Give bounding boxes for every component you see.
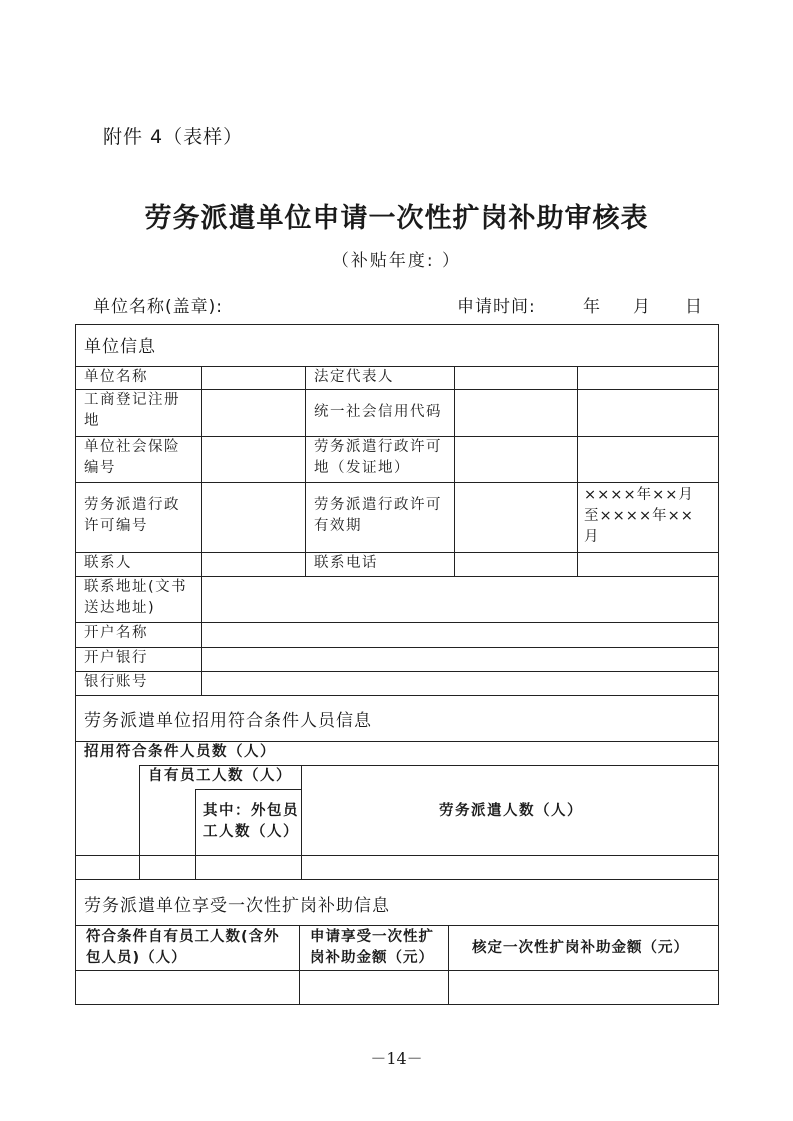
contact-phone-label: 联系电话	[314, 555, 378, 571]
social-security-label	[84, 437, 180, 479]
page-number: －14－	[370, 1049, 423, 1068]
section-subsidy-title: 劳务派遣单位享受一次性扩岗补助信息	[84, 896, 390, 916]
credit-code-label: 统一社会信用代码	[314, 404, 442, 420]
subsidy-year-line: （补贴年度: ）	[331, 251, 462, 271]
eligible-staff-line-2: 包人员)（人）	[86, 950, 187, 966]
eligible-staff-label	[86, 927, 280, 969]
permit-place-label	[314, 437, 442, 479]
social-security-line-1: 单位社会保险	[84, 439, 180, 455]
address-line-2: 送达地址)	[84, 600, 156, 616]
account-no-label: 银行账号	[84, 674, 148, 690]
section-recruit-title: 劳务派遣单位招用符合条件人员信息	[84, 711, 372, 731]
unit-name-seal-label: 单位名称(盖章):	[93, 297, 223, 317]
month-label: 月	[633, 297, 650, 317]
reg-place-line-1: 工商登记注册	[84, 392, 180, 408]
validity-value-line-1: ××××年××月	[584, 487, 694, 503]
permit-place-line-2: 地（发证地）	[314, 460, 410, 476]
bank-label: 开户银行	[84, 650, 148, 666]
dispatched-label: 劳务派遣人数（人）	[439, 803, 583, 819]
social-security-line-2: 编号	[84, 460, 116, 476]
outsourced-line-2: 工人数（人）	[203, 824, 299, 840]
unit-name-label: 单位名称	[84, 369, 148, 385]
permit-validity-line-2: 有效期	[314, 518, 362, 534]
outsourced-label	[203, 801, 299, 843]
applied-amount-line-1: 申请享受一次性扩	[310, 929, 434, 945]
permit-no-label	[84, 495, 180, 537]
reg-place-label	[84, 390, 180, 432]
apply-time-label: 申请时间:	[457, 297, 536, 317]
permit-validity-value	[584, 485, 694, 548]
applied-amount-label	[310, 927, 434, 969]
permit-place-line-1: 劳务派遣行政许可	[314, 439, 442, 455]
approved-amount-label: 核定一次性扩岗补助金额（元）	[472, 940, 689, 956]
permit-no-line-1: 劳务派遣行政	[84, 497, 180, 513]
permit-validity-line-1: 劳务派遣行政许可	[314, 497, 442, 513]
year-label: 年	[583, 297, 600, 317]
outsourced-line-1: 其中：外包员	[203, 803, 299, 819]
account-name-label: 开户名称	[84, 625, 148, 641]
applied-amount-line-2: 岗补助金额（元）	[310, 950, 434, 966]
permit-no-line-2: 许可编号	[84, 518, 148, 534]
recruit-count-label: 招用符合条件人员数（人）	[84, 744, 276, 760]
validity-value-line-3: 月	[584, 529, 600, 545]
contact-label: 联系人	[84, 555, 132, 571]
address-line-1: 联系地址(文书	[84, 579, 188, 595]
permit-validity-label	[314, 495, 442, 537]
reg-place-line-2: 地	[84, 413, 100, 429]
day-label: 日	[685, 297, 702, 317]
own-staff-label: 自有员工人数（人）	[148, 768, 292, 784]
section-unit-info-title: 单位信息	[84, 337, 156, 357]
legal-rep-label: 法定代表人	[314, 369, 394, 385]
eligible-staff-line-1: 符合条件自有员工人数(含外	[86, 929, 280, 945]
validity-value-line-2: 至××××年××	[584, 508, 694, 524]
address-label	[84, 577, 187, 619]
apply-date	[583, 292, 702, 317]
attachment-label: 附件 4（表样）	[103, 126, 244, 148]
form-title: 劳务派遣单位申请一次性扩岗补助审核表	[144, 203, 649, 234]
